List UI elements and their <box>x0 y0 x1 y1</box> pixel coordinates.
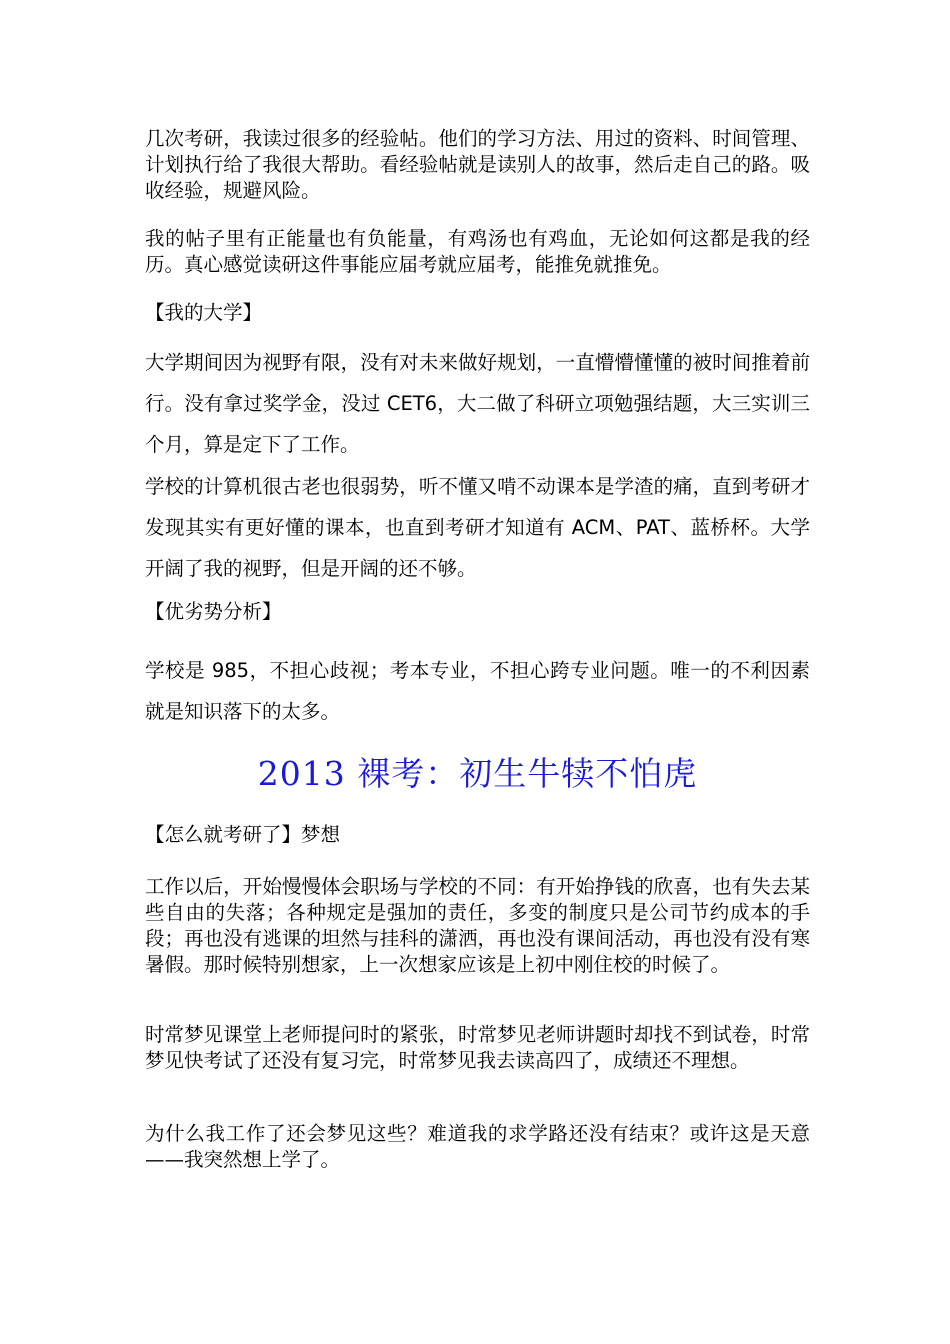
section-title-2013: 2013 裸考：初生牛犊不怕虎 <box>257 754 698 793</box>
heading-my-university: 【我的大学】 <box>145 301 263 324</box>
heading-why-exam: 【怎么就考研了】梦想 <box>145 823 341 846</box>
heading-swot: 【优劣势分析】 <box>145 600 282 623</box>
paragraph-advantages: 学校是 985，不担心歧视；考本专业，不担心跨专业问题。唯一的不利因素就是知识落下的太多。 <box>145 659 810 723</box>
paragraph-school-computer: 学校的计算机很古老也很弱势，听不懂又啃不动课本是学渣的痛，直到考研才发现其实有更好懂的课本，也直到考研才知道有 ACM、PAT、蓝桥杯。大学开阔了我的视野，但是开阔的还不够。 <box>145 475 810 580</box>
paragraph-experience-posts: 几次考研，我读过很多的经验帖。他们的学习方法、用过的资料、时间管理、计划执行给了我很大帮助。看经验帖就是读别人的故事，然后走自己的路。吸收经验，规避风险。 <box>145 127 810 202</box>
paragraph-dreams: 时常梦见课堂上老师提问时的紧张，时常梦见老师讲题时却找不到试卷，时常梦见快考试了还没有复习完，时常梦见我去读高四了，成绩还不理想。 <box>145 1023 810 1072</box>
paragraph-university-period: 大学期间因为视野有限，没有对未来做好规划，一直懵懵懂懂的被时间推着前行。没有拿过奖学金，没过 CET6，大二做了科研立项勉强结题，大三实训三个月，算是定下了工作。 <box>145 351 810 456</box>
paragraph-after-work: 工作以后，开始慢慢体会职场与学校的不同：有开始挣钱的欣喜，也有失去某些自由的失落；各种规定是强加的责任，多变的制度只是公司节约成本的手段；再也没有逃课的坦然与挂科的潇洒，再也没有课间活动，再也没有没有寒暑假。那时候特别想家，上一次想家应该是上初中刚住校的时候了。 <box>145 875 810 976</box>
paragraph-why-dream: 为什么我工作了还会梦见这些？难道我的求学路还没有结束？或许这是天意——我突然想上学了。 <box>145 1122 810 1171</box>
paragraph-my-post: 我的帖子里有正能量也有负能量，有鸡汤也有鸡血，无论如何这都是我的经历。真心感觉读研这件事能应届考就应届考，能推免就推免。 <box>145 227 810 276</box>
